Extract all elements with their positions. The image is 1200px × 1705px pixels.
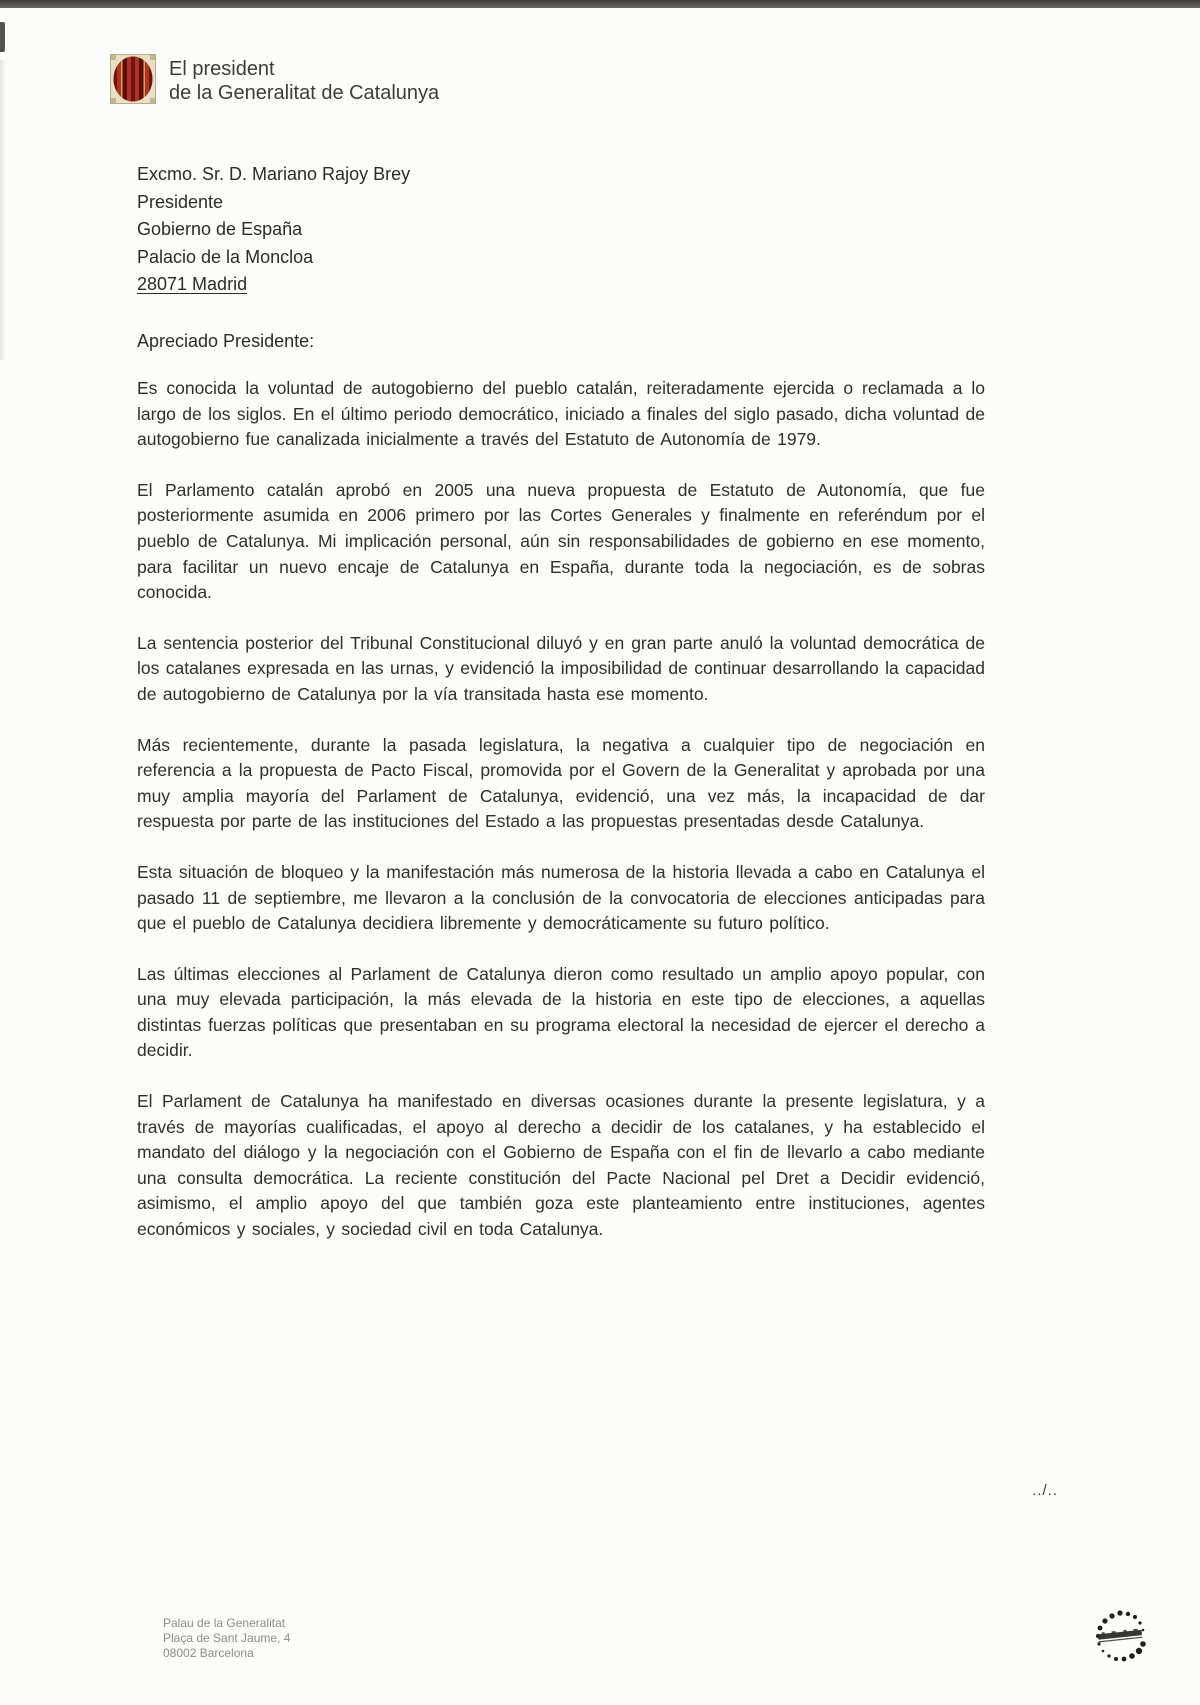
footer-street: Plaça de Sant Jaume, 4 bbox=[163, 1631, 291, 1645]
page-continuation-mark: ../.. bbox=[1032, 1482, 1058, 1499]
salutation: Apreciado Presidente: bbox=[137, 331, 315, 351]
recipient-institution: Gobierno de España bbox=[137, 219, 303, 239]
scan-left-smear-artifact bbox=[0, 60, 6, 360]
paragraph-6: Las últimas elecciones al Parlament de Catalunya dieron como resultado un amplio apoyo popular, con una muy elevada participación, la más elevada de la historia en este tipo de elecciones, a aquellas distintas fuerzas políticas que presentaban en su programa electoral la necesidad de ejercer el derecho a decidir. bbox=[137, 963, 985, 1061]
generalitat-senyera-emblem-icon bbox=[110, 54, 156, 109]
letterhead bbox=[110, 54, 439, 109]
paragraph-4: Más recientemente, durante la pasada legislatura, la negativa a cualquier tipo de negociación en referencia a la propuesta de Pacto Fiscal, promovida por el Govern de la Generalitat y aprobada por una muy amplia mayoría del Parlament de Catalunya, evidenció, una vez más, la incapacidad de dar respuesta por parte de las instituciones del Estado a las propuestas presentadas desde Catalunya. bbox=[137, 734, 985, 832]
paragraph-7: El Parlament de Catalunya ha manifestado en diversas ocasiones durante la presente legislatura, y a través de mayorías cualificadas, el apoyo al derecho a decidir de los catalanes, y ha establecido el mandato del diálogo y la negociación con el Gobierno de España con el fin de llevarlo a cabo mediante una consulta democrática. La reciente constitución del Pacte Nacional pel Dret a Decidir evidenció, asimismo, el amplio apoyo del que también goza este planteamiento entre instituciones, agentes económicos y sociales, y sociedad civil en toda Catalunya. bbox=[137, 1091, 985, 1240]
recipient-name: Excmo. Sr. D. Mariano Rajoy Brey bbox=[137, 164, 411, 184]
sender-line1: El president bbox=[169, 58, 275, 80]
paragraph-2: El Parlamento catalán aprobó en 2005 una nueva propuesta de Estatuto de Autonomía, que fue posteriormente asumida en 2006 primero por las Cortes Generales y finalmente en referéndum por el pueblo de Catalunya. Mi implicación personal, aún sin responsabilidades de gobierno en ese momento, para facilitar un nuevo encaje de Catalunya en España, durante toda la negociación, es de sobras conocida. bbox=[137, 479, 985, 603]
recipient-title: Presidente bbox=[137, 191, 224, 212]
footer-city: 08002 Barcelona bbox=[163, 1646, 254, 1660]
recipient-address-block bbox=[137, 161, 410, 299]
footer-building: Palau de la Generalitat bbox=[163, 1616, 286, 1630]
recipient-city: 28071 Madrid bbox=[137, 274, 248, 294]
scan-left-edge-artifact bbox=[0, 22, 5, 52]
paragraph-5: Esta situación de bloqueo y la manifestación más numerosa de la historia llevada a cabo en Catalunya el pasado 11 de septiembre, me llevaron a la conclusión de la convocatoria de elecciones anticipadas para que el pueblo de Catalunya decidiera libremente y democráticamente su futuro político. bbox=[137, 861, 985, 934]
recycled-paper-seal-icon bbox=[1088, 1606, 1152, 1677]
recipient-building: Palacio de la Moncloa bbox=[137, 246, 314, 267]
paragraph-1: Es conocida la voluntad de autogobierno del pueblo catalán, reiteradamente ejercida o reclamada a lo largo de los siglos. En el último periodo democrático, iniciado a finales del siglo pasado, dicha voluntad de autogobierno fue canalizada inicialmente a través del Estatuto de Autonomía de 1979. bbox=[137, 378, 985, 450]
sender-identity bbox=[169, 54, 439, 105]
scan-top-edge-artifact bbox=[0, 0, 1200, 8]
sender-line2: de la Generalitat de Catalunya bbox=[169, 82, 440, 104]
letter-body bbox=[137, 376, 985, 1268]
footer-address-block bbox=[163, 1616, 290, 1661]
paragraph-3: La sentencia posterior del Tribunal Constitucional diluyó y en gran parte anuló la voluntad democrática de los catalanes expresada en las urnas, y evidenció la imposibilidad de continuar desarrollando la capacidad de autogobierno de Catalunya por la vía transitada hasta ese momento. bbox=[137, 632, 985, 704]
